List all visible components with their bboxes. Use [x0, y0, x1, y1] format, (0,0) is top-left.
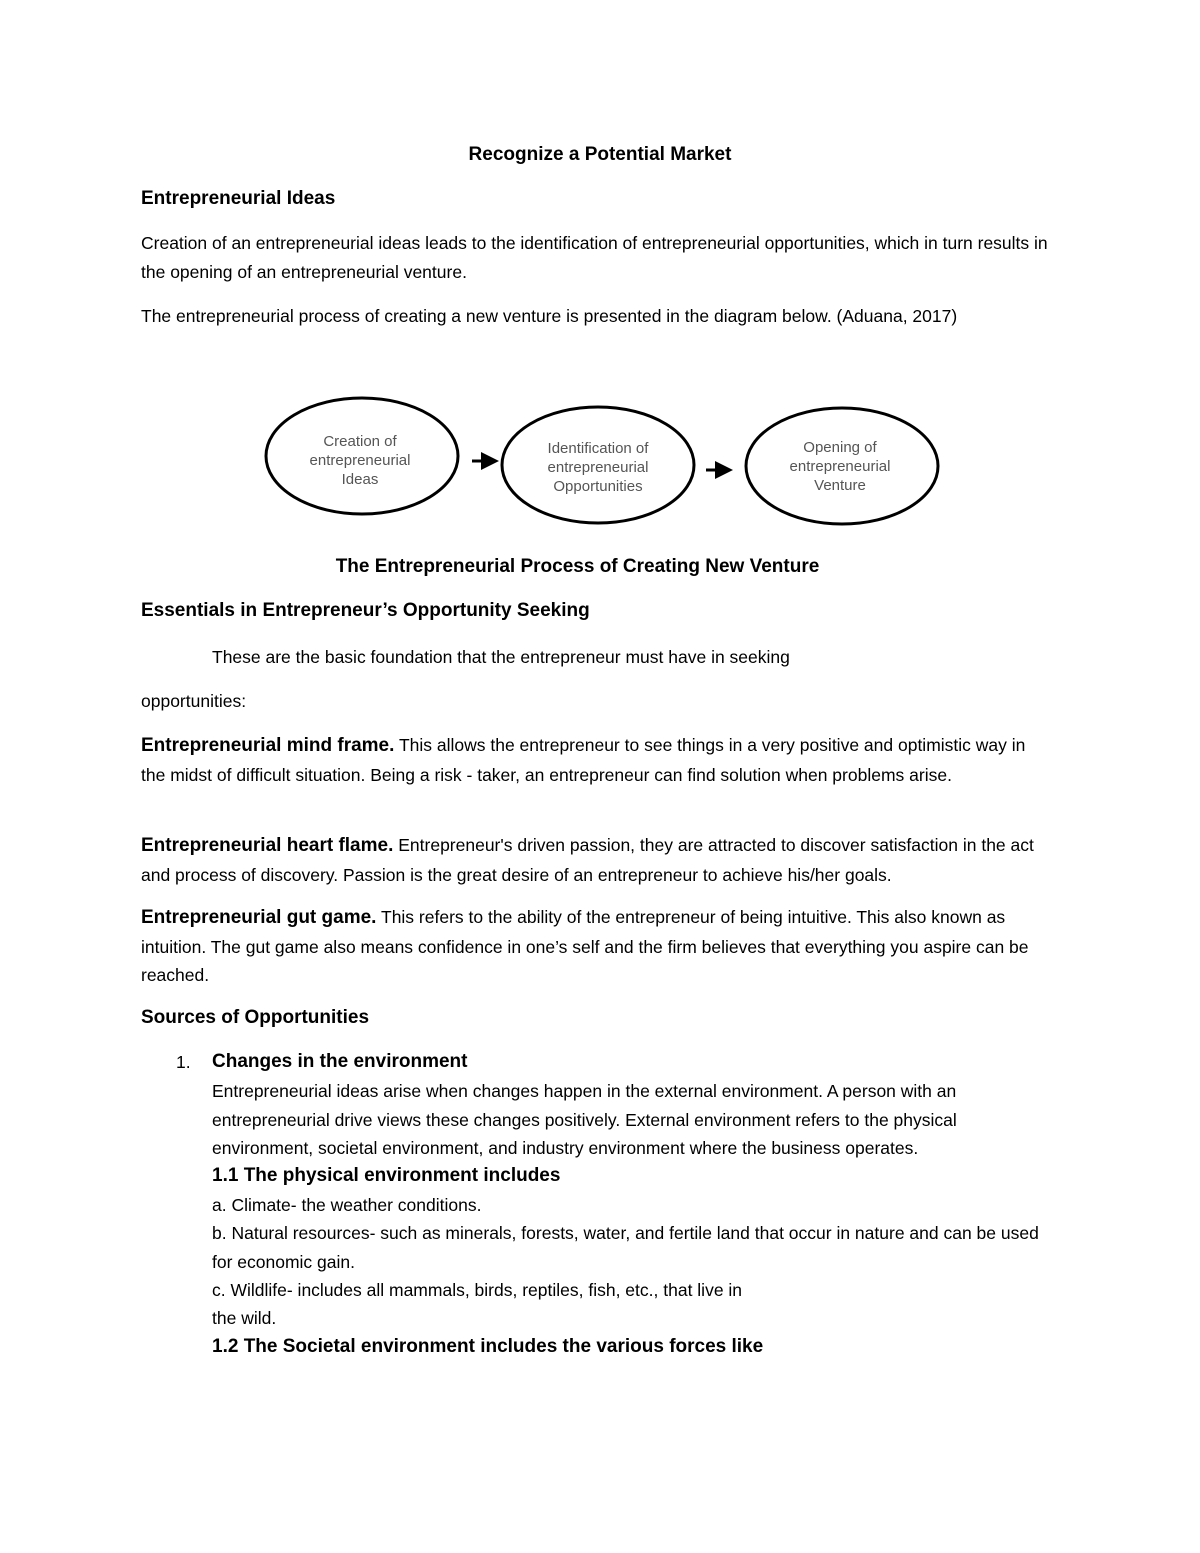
sub-item-c: c. Wildlife- includes all mammals, birds, reptiles, fish, etc., that live in — [212, 1280, 743, 1300]
node3-line3: Venture — [814, 477, 866, 494]
node1-line1: Creation of — [323, 433, 397, 450]
diagram-caption: The Entrepreneurial Process of Creating New Venture — [335, 556, 820, 577]
section-heading-ideas: Entrepreneurial Ideas — [141, 188, 336, 209]
sub-item-c-cont: the wild. — [212, 1308, 277, 1328]
page-title: Recognize a Potential Market — [468, 144, 732, 165]
essential-text: Entrepreneur's driven passion, they are attracted to discover satisfaction in the act and process of discovery. Passion is the great desire of an entrepreneur to achieve his/her goals. — [141, 835, 1034, 885]
essential-text: This refers to the ability of the entrepreneur of being intuitive. This also known as intuition. The gut game also means confidence in one’s self and the firm believes that everything you aspire can be reached. — [141, 907, 1029, 985]
paragraph-process: The entrepreneurial process of creating a new venture is presented in the diagram below. (Aduana, 2017) — [141, 306, 958, 326]
subheading-physical: 1.1 The physical environment includes — [212, 1165, 561, 1186]
essentials-intro: These are the basic foundation that the entrepreneur must have in seeking — [212, 647, 790, 667]
node3-line2: entrepreneurial — [789, 458, 891, 475]
sub-item-a: a. Climate- the weather conditions. — [212, 1195, 482, 1215]
process-diagram — [260, 390, 950, 530]
essential-term: Entrepreneurial heart flame. — [141, 835, 394, 856]
essential-term: Entrepreneurial mind frame. — [141, 735, 395, 756]
paragraph-ideas: Creation of an entrepreneurial ideas leads to the identification of entrepreneurial opportunities, which in turn results in the opening of an entrepreneurial venture. — [141, 233, 1048, 282]
essential-term: Entrepreneurial gut game. — [141, 907, 377, 928]
section-heading-essentials: Essentials in Entrepreneur’s Opportunity Seeking — [141, 600, 590, 621]
section-heading-sources: Sources of Opportunities — [141, 1007, 370, 1028]
list-number: 1. — [176, 1052, 191, 1072]
essential-item — [141, 831, 1050, 889]
subheading-societal: 1.2 The Societal environment includes the various forces like — [212, 1336, 764, 1357]
node1-line3: Ideas — [341, 471, 379, 488]
node3-line1: Opening of — [803, 439, 877, 456]
essential-item — [141, 731, 1050, 789]
list-item-text: Entrepreneurial ideas arise when changes happen in the external environment. A person with an entrepreneurial drive views these changes positively. External environment refers to the physical environment, societal environment, and industry environment where the business operates. — [212, 1081, 957, 1158]
node1-line2: entrepreneurial — [309, 452, 411, 469]
node2-line3: Opportunities — [553, 478, 643, 495]
essential-item — [141, 903, 1050, 990]
sub-item-b: b. Natural resources- such as minerals, forests, water, and fertile land that occur in nature and can be used for economic gain. — [212, 1223, 1039, 1272]
node2-line1: Identification of — [547, 440, 649, 457]
essential-text: This allows the entrepreneur to see things in a very positive and optimistic way in the midst of difficult situation. Being a risk - taker, an entrepreneur can find solution when problems arise. — [141, 735, 1026, 785]
node2-line2: entrepreneurial — [547, 459, 649, 476]
essentials-intro-cont: opportunities: — [141, 691, 247, 711]
list-item-title: Changes in the environment — [212, 1051, 468, 1072]
